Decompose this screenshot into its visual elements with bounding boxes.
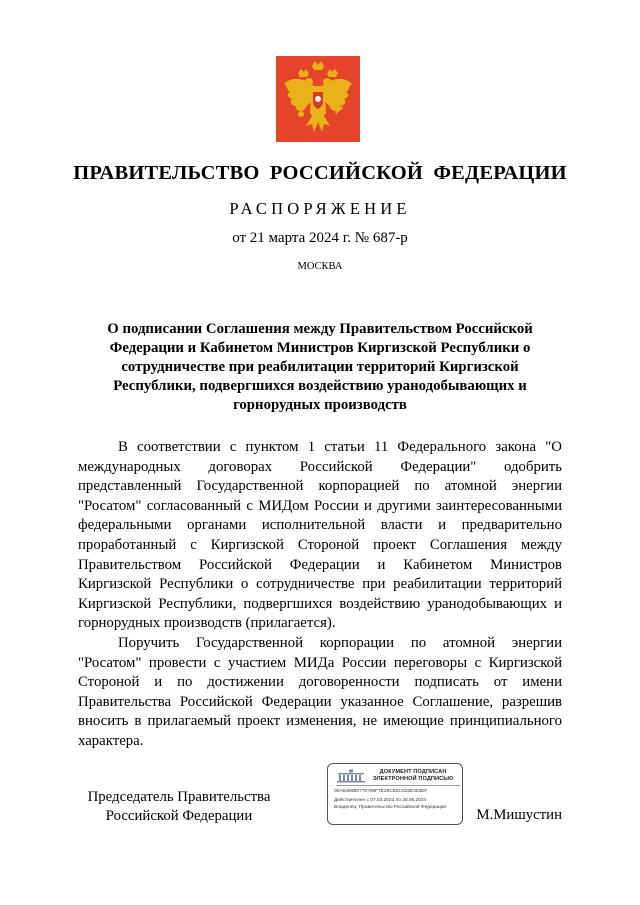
signatory-position-line: Председатель Правительства <box>87 789 271 805</box>
stamp-title-line: ДОКУМЕНТ ПОДПИСАН <box>379 769 447 775</box>
stamp-serial-number: 00A5490B0??6?09F7E29CB2C916E403EF <box>334 789 428 794</box>
document-date-number: от 21 марта 2024 г. № 687-р <box>232 230 408 246</box>
government-building-icon <box>336 769 366 783</box>
document-body <box>78 438 562 752</box>
stamp-divider <box>336 785 460 786</box>
body-paragraph: В соответствии с пунктом 1 статьи 11 Федерального закона "О международных договорах Российской Федерации" одобрить представленный Государственной корпорацией по атомной энергии "Росатом" согласованный с МИДом России и другими заинтересованными федеральными органами исполнительной власти и предварительно проработанный с Киргизской Стороной проект Соглашения между Правительством Российской Федерации и Кабинетом Министров Киргизской Республики о сотрудничестве при реабилитации территорий Киргизской Республики, подвергшихся воздействию уранодобывающих и горнорудных производств (прилагается). <box>78 439 562 632</box>
electronic-signature-stamp <box>327 763 463 825</box>
russian-coat-of-arms-icon <box>276 56 360 142</box>
body-paragraph: Поручить Государственной корпорации по атомной энергии "Росатом" провести с участием МИДа России переговоры с Киргизской Стороной и по достижении договоренности подписать от имени Правительства Российской Федерации указанное Соглашение, разрешив вносить в прилагаемый проект изменения, не имеющие принципиального характера. <box>78 634 562 749</box>
stamp-owner: Владелец: Правительство Российской Федерации <box>334 805 447 810</box>
stamp-title-line: ЭЛЕКТРОННОЙ ПОДПИСЬЮ <box>372 776 454 782</box>
document-type: РАСПОРЯЖЕНИЕ <box>229 199 411 218</box>
document-city: МОСКВА <box>297 261 343 272</box>
government-title: ПРАВИТЕЛЬСТВО РОССИЙСКОЙ ФЕДЕРАЦИИ <box>73 162 567 184</box>
stamp-validity: Действителен с 07.03.2023 по 30.05.2024 <box>334 798 427 803</box>
stamp-title <box>366 769 460 783</box>
signatory-name: М.Мишустин <box>476 807 562 823</box>
signatory-position-line: Российской Федерации <box>105 808 253 824</box>
signatory-position <box>74 788 284 826</box>
document-subject: О подписании Соглашения между Правительством Российской Федерации и Кабинетом Министров Киргизской Республики о сотрудничестве при реабилитации территорий Киргизской Республики, подвергшихся воздействию уранодобывающих и горнорудных производств <box>107 321 533 413</box>
